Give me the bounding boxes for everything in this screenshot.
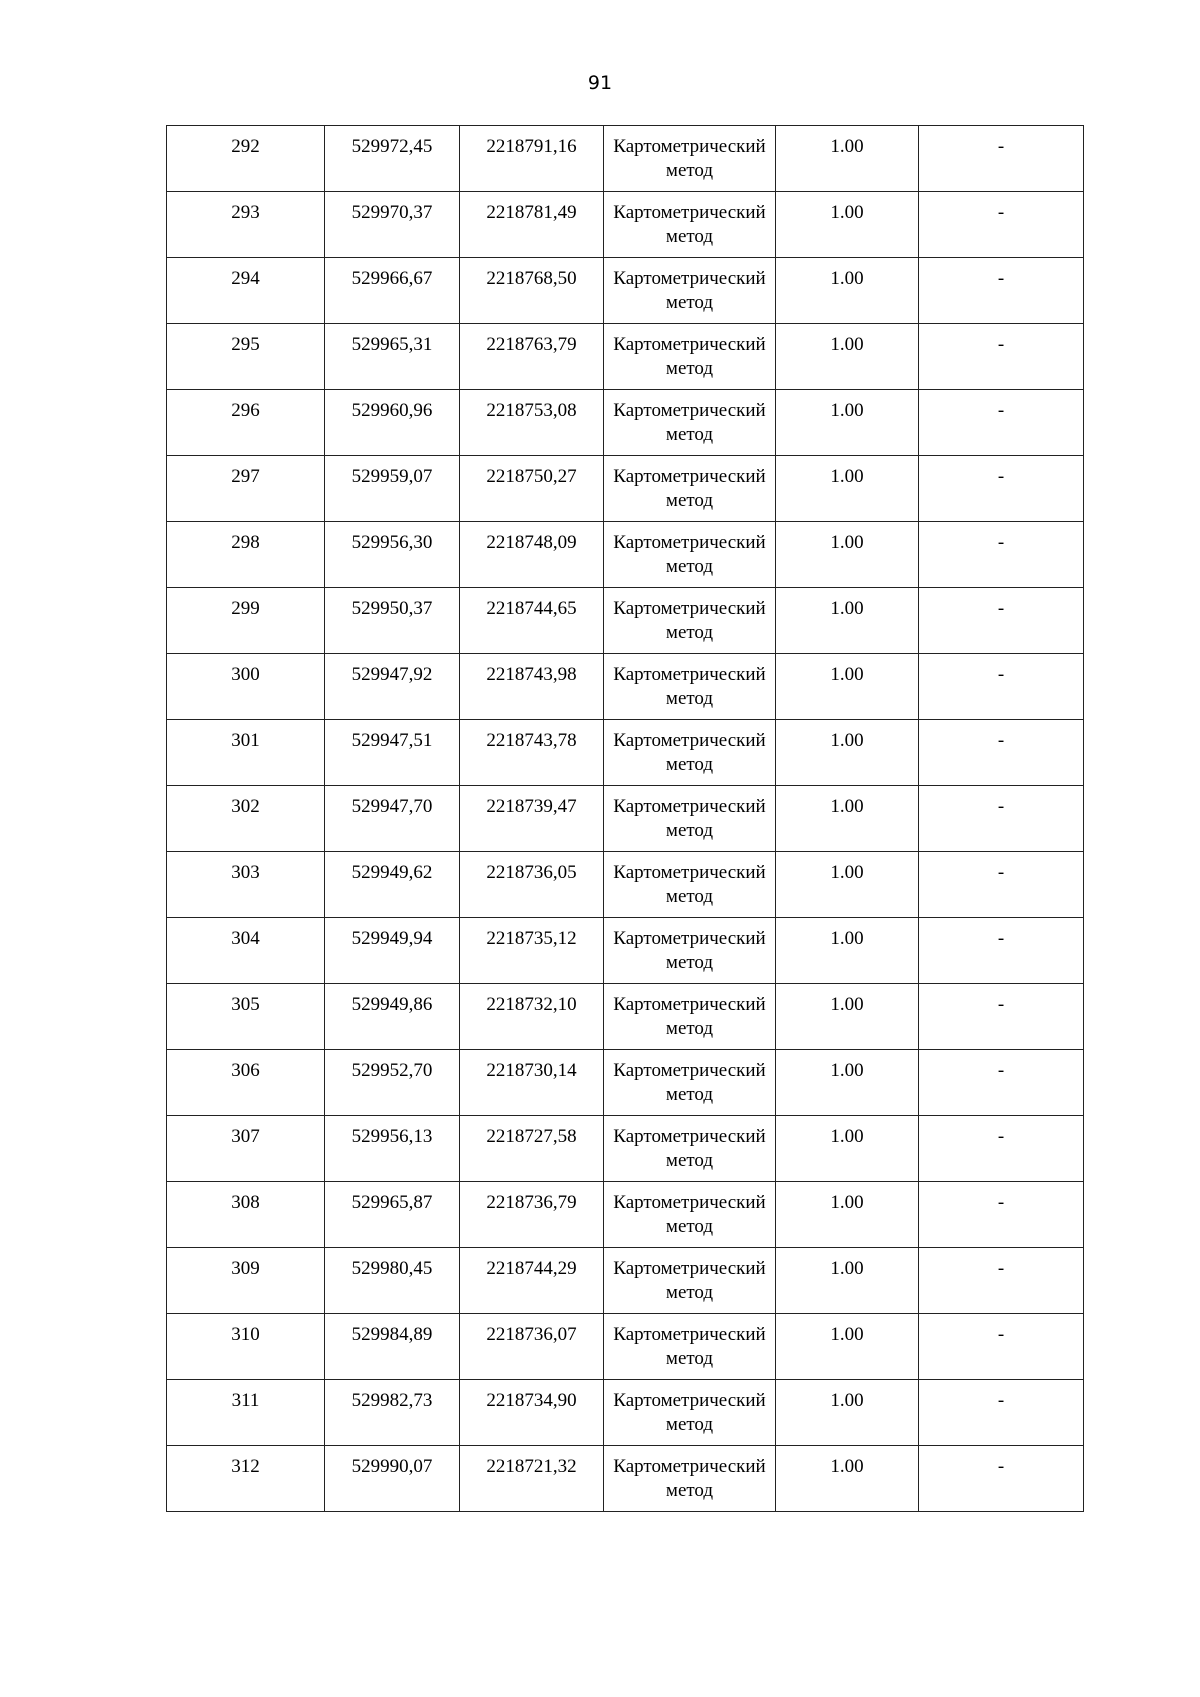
x-coordinate-cell: 529949,94 xyxy=(325,918,460,984)
note-cell: - xyxy=(919,654,1084,720)
point-number-cell: 304 xyxy=(167,918,325,984)
method-text-line2: метод xyxy=(665,886,714,907)
note-cell: - xyxy=(919,390,1084,456)
accuracy-cell: 1.00 xyxy=(776,324,919,390)
method-text-line1: Картометрический xyxy=(613,136,766,157)
method-cell xyxy=(604,258,776,324)
table-row xyxy=(167,1050,1084,1116)
x-coordinate-cell: 529980,45 xyxy=(325,1248,460,1314)
note-cell: - xyxy=(919,324,1084,390)
accuracy-cell: 1.00 xyxy=(776,456,919,522)
note-cell: - xyxy=(919,126,1084,192)
table-row xyxy=(167,522,1084,588)
point-number-cell: 294 xyxy=(167,258,325,324)
accuracy-cell: 1.00 xyxy=(776,1182,919,1248)
point-number-cell: 309 xyxy=(167,1248,325,1314)
x-coordinate-cell: 529966,67 xyxy=(325,258,460,324)
y-coordinate-cell: 2218744,29 xyxy=(460,1248,604,1314)
method-text-line2: метод xyxy=(665,1414,714,1435)
method-text-line2: метод xyxy=(665,292,714,313)
method-text-line2: метод xyxy=(665,358,714,379)
point-number-cell: 293 xyxy=(167,192,325,258)
accuracy-cell: 1.00 xyxy=(776,852,919,918)
y-coordinate-cell: 2218744,65 xyxy=(460,588,604,654)
accuracy-cell: 1.00 xyxy=(776,1446,919,1512)
accuracy-cell: 1.00 xyxy=(776,258,919,324)
x-coordinate-cell: 529947,51 xyxy=(325,720,460,786)
note-cell: - xyxy=(919,1182,1084,1248)
method-text-line1: Картометрический xyxy=(613,1126,766,1147)
table-row xyxy=(167,588,1084,654)
method-text-line1: Картометрический xyxy=(613,730,766,751)
x-coordinate-cell: 529949,62 xyxy=(325,852,460,918)
method-text-line1: Картометрический xyxy=(613,598,766,619)
y-coordinate-cell: 2218721,32 xyxy=(460,1446,604,1512)
y-coordinate-cell: 2218743,78 xyxy=(460,720,604,786)
method-text-line1: Картометрический xyxy=(613,268,766,289)
method-cell xyxy=(604,522,776,588)
method-cell xyxy=(604,1380,776,1446)
note-cell: - xyxy=(919,984,1084,1050)
y-coordinate-cell: 2218750,27 xyxy=(460,456,604,522)
table-row xyxy=(167,456,1084,522)
x-coordinate-cell: 529949,86 xyxy=(325,984,460,1050)
y-coordinate-cell: 2218739,47 xyxy=(460,786,604,852)
method-text-line2: метод xyxy=(665,1348,714,1369)
x-coordinate-cell: 529950,37 xyxy=(325,588,460,654)
point-number-cell: 295 xyxy=(167,324,325,390)
note-cell: - xyxy=(919,588,1084,654)
y-coordinate-cell: 2218768,50 xyxy=(460,258,604,324)
method-cell xyxy=(604,852,776,918)
table-row xyxy=(167,1248,1084,1314)
accuracy-cell: 1.00 xyxy=(776,522,919,588)
x-coordinate-cell: 529956,30 xyxy=(325,522,460,588)
method-cell xyxy=(604,786,776,852)
y-coordinate-cell: 2218791,16 xyxy=(460,126,604,192)
table-row xyxy=(167,390,1084,456)
method-cell xyxy=(604,1116,776,1182)
table-row xyxy=(167,1380,1084,1446)
method-text-line1: Картометрический xyxy=(613,1192,766,1213)
y-coordinate-cell: 2218781,49 xyxy=(460,192,604,258)
method-cell xyxy=(604,918,776,984)
x-coordinate-cell: 529947,92 xyxy=(325,654,460,720)
note-cell: - xyxy=(919,1050,1084,1116)
note-cell: - xyxy=(919,1116,1084,1182)
table-row xyxy=(167,1116,1084,1182)
x-coordinate-cell: 529972,45 xyxy=(325,126,460,192)
method-text-line2: метод xyxy=(665,424,714,445)
method-text-line1: Картометрический xyxy=(613,796,766,817)
method-text-line1: Картометрический xyxy=(613,862,766,883)
point-number-cell: 301 xyxy=(167,720,325,786)
y-coordinate-cell: 2218763,79 xyxy=(460,324,604,390)
accuracy-cell: 1.00 xyxy=(776,588,919,654)
method-text-line1: Картометрический xyxy=(613,1390,766,1411)
point-number-cell: 305 xyxy=(167,984,325,1050)
accuracy-cell: 1.00 xyxy=(776,720,919,786)
method-cell xyxy=(604,588,776,654)
y-coordinate-cell: 2218735,12 xyxy=(460,918,604,984)
y-coordinate-cell: 2218736,07 xyxy=(460,1314,604,1380)
method-cell xyxy=(604,390,776,456)
point-number-cell: 297 xyxy=(167,456,325,522)
y-coordinate-cell: 2218734,90 xyxy=(460,1380,604,1446)
method-text-line1: Картометрический xyxy=(613,334,766,355)
method-text-line2: метод xyxy=(665,1150,714,1171)
method-cell xyxy=(604,456,776,522)
accuracy-cell: 1.00 xyxy=(776,1248,919,1314)
accuracy-cell: 1.00 xyxy=(776,390,919,456)
table-row xyxy=(167,1314,1084,1380)
accuracy-cell: 1.00 xyxy=(776,918,919,984)
accuracy-cell: 1.00 xyxy=(776,1116,919,1182)
x-coordinate-cell: 529959,07 xyxy=(325,456,460,522)
method-text-line1: Картометрический xyxy=(613,928,766,949)
method-cell xyxy=(604,654,776,720)
method-cell xyxy=(604,1050,776,1116)
y-coordinate-cell: 2218730,14 xyxy=(460,1050,604,1116)
point-number-cell: 299 xyxy=(167,588,325,654)
table-row xyxy=(167,1446,1084,1512)
note-cell: - xyxy=(919,258,1084,324)
y-coordinate-cell: 2218736,79 xyxy=(460,1182,604,1248)
method-text-line2: метод xyxy=(665,490,714,511)
note-cell: - xyxy=(919,918,1084,984)
x-coordinate-cell: 529947,70 xyxy=(325,786,460,852)
coordinates-table-body xyxy=(167,126,1084,1512)
method-text-line1: Картометрический xyxy=(613,1456,766,1477)
y-coordinate-cell: 2218748,09 xyxy=(460,522,604,588)
accuracy-cell: 1.00 xyxy=(776,654,919,720)
x-coordinate-cell: 529952,70 xyxy=(325,1050,460,1116)
point-number-cell: 296 xyxy=(167,390,325,456)
method-text-line2: метод xyxy=(665,1084,714,1105)
y-coordinate-cell: 2218727,58 xyxy=(460,1116,604,1182)
point-number-cell: 312 xyxy=(167,1446,325,1512)
point-number-cell: 303 xyxy=(167,852,325,918)
method-text-line2: метод xyxy=(665,1018,714,1039)
point-number-cell: 308 xyxy=(167,1182,325,1248)
method-cell xyxy=(604,984,776,1050)
note-cell: - xyxy=(919,720,1084,786)
method-text-line2: метод xyxy=(665,556,714,577)
table-row xyxy=(167,258,1084,324)
method-text-line2: метод xyxy=(665,952,714,973)
x-coordinate-cell: 529982,73 xyxy=(325,1380,460,1446)
method-text-line2: метод xyxy=(665,820,714,841)
note-cell: - xyxy=(919,1248,1084,1314)
table-row xyxy=(167,126,1084,192)
accuracy-cell: 1.00 xyxy=(776,984,919,1050)
x-coordinate-cell: 529965,87 xyxy=(325,1182,460,1248)
note-cell: - xyxy=(919,852,1084,918)
y-coordinate-cell: 2218736,05 xyxy=(460,852,604,918)
point-number-cell: 302 xyxy=(167,786,325,852)
point-number-cell: 292 xyxy=(167,126,325,192)
table-row xyxy=(167,720,1084,786)
method-text-line2: метод xyxy=(665,226,714,247)
method-cell xyxy=(604,1314,776,1380)
x-coordinate-cell: 529984,89 xyxy=(325,1314,460,1380)
method-text-line2: метод xyxy=(665,622,714,643)
method-text-line2: метод xyxy=(665,160,714,181)
method-cell xyxy=(604,1446,776,1512)
point-number-cell: 306 xyxy=(167,1050,325,1116)
method-cell xyxy=(604,192,776,258)
point-number-cell: 307 xyxy=(167,1116,325,1182)
method-text-line1: Картометрический xyxy=(613,1324,766,1345)
note-cell: - xyxy=(919,192,1084,258)
table-row xyxy=(167,852,1084,918)
method-cell xyxy=(604,1248,776,1314)
point-number-cell: 311 xyxy=(167,1380,325,1446)
method-cell xyxy=(604,1182,776,1248)
table-row xyxy=(167,192,1084,258)
accuracy-cell: 1.00 xyxy=(776,126,919,192)
note-cell: - xyxy=(919,1314,1084,1380)
method-text-line1: Картометрический xyxy=(613,202,766,223)
method-text-line1: Картометрический xyxy=(613,466,766,487)
table-row xyxy=(167,984,1084,1050)
method-text-line1: Картометрический xyxy=(613,1060,766,1081)
page-number: 91 xyxy=(587,72,613,94)
method-cell xyxy=(604,324,776,390)
method-cell xyxy=(604,720,776,786)
method-text-line1: Картометрический xyxy=(613,994,766,1015)
accuracy-cell: 1.00 xyxy=(776,786,919,852)
method-cell xyxy=(604,126,776,192)
x-coordinate-cell: 529970,37 xyxy=(325,192,460,258)
method-text-line2: метод xyxy=(665,754,714,775)
table-row xyxy=(167,786,1084,852)
y-coordinate-cell: 2218732,10 xyxy=(460,984,604,1050)
accuracy-cell: 1.00 xyxy=(776,1050,919,1116)
method-text-line1: Картометрический xyxy=(613,1258,766,1279)
note-cell: - xyxy=(919,786,1084,852)
accuracy-cell: 1.00 xyxy=(776,1380,919,1446)
table-row xyxy=(167,1182,1084,1248)
method-text-line2: метод xyxy=(665,1480,714,1501)
y-coordinate-cell: 2218743,98 xyxy=(460,654,604,720)
table-row xyxy=(167,324,1084,390)
method-text-line1: Картометрический xyxy=(613,400,766,421)
note-cell: - xyxy=(919,456,1084,522)
note-cell: - xyxy=(919,522,1084,588)
method-text-line2: метод xyxy=(665,1282,714,1303)
x-coordinate-cell: 529965,31 xyxy=(325,324,460,390)
table-row xyxy=(167,918,1084,984)
note-cell: - xyxy=(919,1446,1084,1512)
method-text-line2: метод xyxy=(665,1216,714,1237)
x-coordinate-cell: 529956,13 xyxy=(325,1116,460,1182)
x-coordinate-cell: 529990,07 xyxy=(325,1446,460,1512)
x-coordinate-cell: 529960,96 xyxy=(325,390,460,456)
method-text-line1: Картометрический xyxy=(613,664,766,685)
method-text-line2: метод xyxy=(665,688,714,709)
accuracy-cell: 1.00 xyxy=(776,1314,919,1380)
table-row xyxy=(167,654,1084,720)
note-cell: - xyxy=(919,1380,1084,1446)
point-number-cell: 310 xyxy=(167,1314,325,1380)
point-number-cell: 298 xyxy=(167,522,325,588)
point-number-cell: 300 xyxy=(167,654,325,720)
accuracy-cell: 1.00 xyxy=(776,192,919,258)
y-coordinate-cell: 2218753,08 xyxy=(460,390,604,456)
coordinates-table xyxy=(166,125,1084,1512)
method-text-line1: Картометрический xyxy=(613,532,766,553)
